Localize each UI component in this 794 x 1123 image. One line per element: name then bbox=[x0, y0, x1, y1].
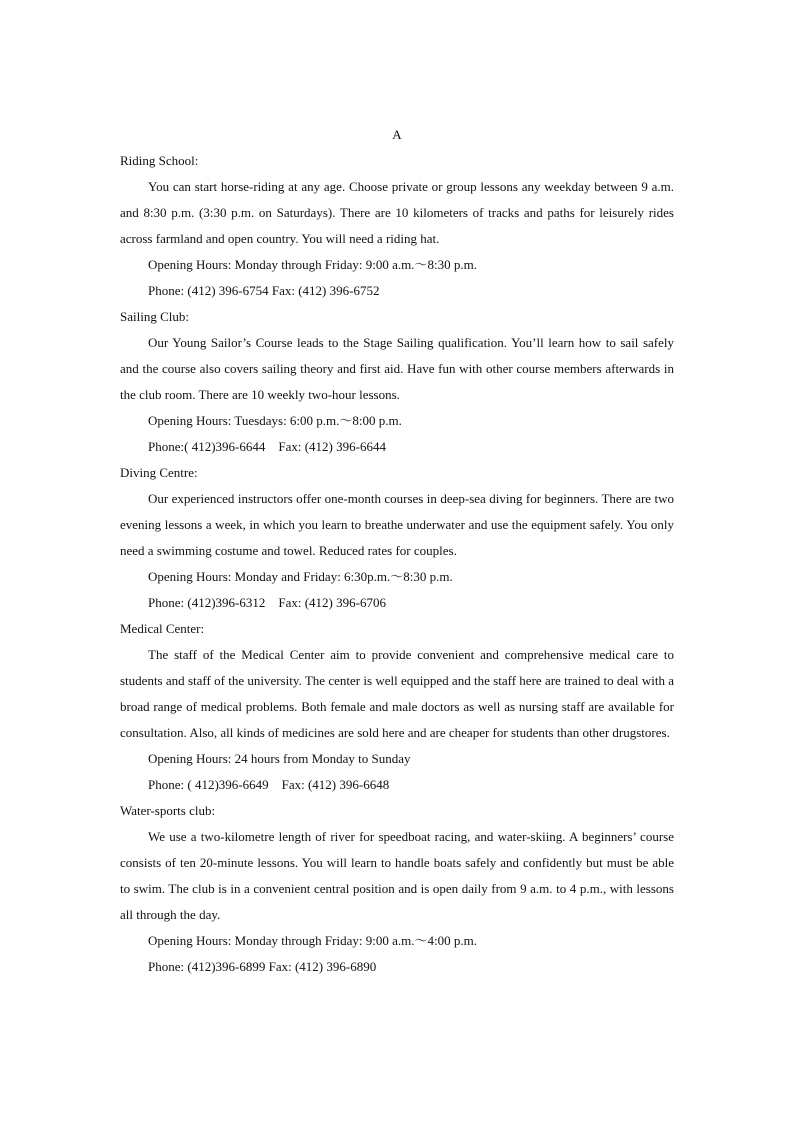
section-sailing-club bbox=[120, 304, 674, 460]
contact-info: Phone: (412) 396-6754 Fax: (412) 396-6752 bbox=[148, 283, 380, 298]
section-diving-centre bbox=[120, 460, 674, 616]
section-paragraph: Our experienced instructors offer one-month courses in deep-sea diving for beginners. There are two evening lessons a week, in which you learn to breathe underwater and use the equipment safely. You only need a swimming costume and towel. Reduced rates for couples. bbox=[120, 491, 674, 558]
document-body bbox=[120, 148, 674, 980]
contact-info: Phone: (412)396-6312 Fax: (412) 396-6706 bbox=[148, 595, 386, 610]
section-heading: Riding School: bbox=[120, 153, 199, 168]
section-water-sports-club bbox=[120, 798, 674, 980]
section-paragraph: The staff of the Medical Center aim to provide convenient and comprehensive medical care to students and staff of the university. The center is well equipped and the staff here are trained to deal with a broad range of medical problems. Both female and male doctors as well as nursing staff are available for consultation. Also, all kinds of medicines are sold here and are cheaper for students than other drugstores. bbox=[120, 647, 674, 740]
document-title: A bbox=[392, 127, 402, 142]
opening-hours: Opening Hours: Monday through Friday: 9:00 a.m.～4:00 p.m. bbox=[148, 933, 477, 948]
section-paragraph: You can start horse-riding at any age. Choose private or group lessons any weekday between 9 a.m. and 8:30 p.m. (3:30 p.m. on Saturdays). There are 10 kilometers of tracks and paths for leisurely rides across farmland and open country. You will need a riding hat. bbox=[120, 179, 674, 246]
section-paragraph: We use a two-kilometre length of river for speedboat racing, and water-skiing. A beginners’ course consists of ten 20-minute lessons. You will learn to handle boats safely and confidently but must be able to swim. The club is in a convenient central position and is open daily from 9 a.m. to 4 p.m., with lessons all through the day. bbox=[120, 829, 674, 922]
section-heading: Diving Centre: bbox=[120, 465, 198, 480]
section-riding-school bbox=[120, 148, 674, 304]
section-heading: Medical Center: bbox=[120, 621, 205, 636]
section-medical-center bbox=[120, 616, 674, 798]
section-paragraph: Our Young Sailor’s Course leads to the Stage Sailing qualification. You’ll learn how to sail safely and the course also covers sailing theory and first aid. Have fun with other course members afterwards in the club room. There are 10 weekly two-hour lessons. bbox=[120, 335, 674, 402]
opening-hours: Opening Hours: 24 hours from Monday to Sunday bbox=[148, 751, 411, 766]
opening-hours: Opening Hours: Monday and Friday: 6:30p.m.～8:30 p.m. bbox=[148, 569, 453, 584]
section-heading: Sailing Club: bbox=[120, 309, 189, 324]
contact-info: Phone: ( 412)396-6649 Fax: (412) 396-6648 bbox=[148, 777, 390, 792]
opening-hours: Opening Hours: Tuesdays: 6:00 p.m.～8:00 p.m. bbox=[148, 413, 402, 428]
contact-info: Phone: (412)396-6899 Fax: (412) 396-6890 bbox=[148, 959, 377, 974]
section-heading: Water-sports club: bbox=[120, 803, 216, 818]
contact-info: Phone:( 412)396-6644 Fax: (412) 396-6644 bbox=[148, 439, 386, 454]
opening-hours: Opening Hours: Monday through Friday: 9:00 a.m.～8:30 p.m. bbox=[148, 257, 477, 272]
